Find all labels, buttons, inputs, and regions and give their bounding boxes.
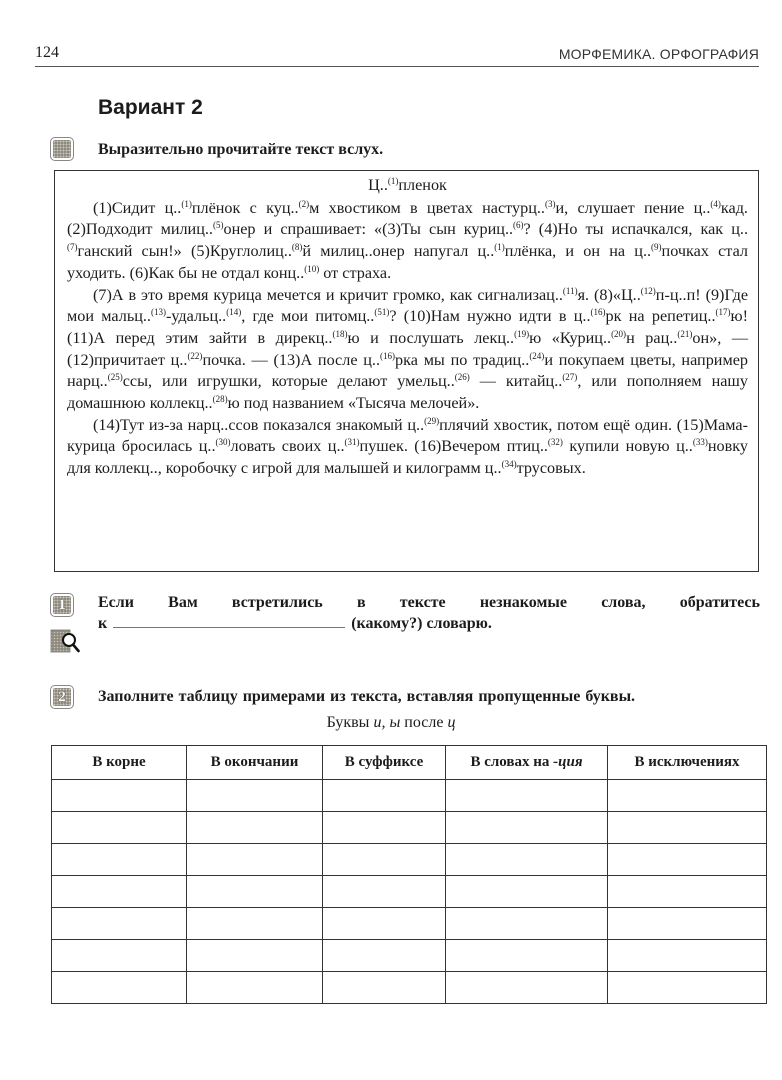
gap-number: (9) bbox=[651, 242, 662, 253]
answer-table bbox=[51, 745, 767, 1004]
column-header: В окончании bbox=[187, 746, 323, 780]
gap-number: (25) bbox=[107, 372, 123, 383]
answer-cell[interactable] bbox=[608, 972, 767, 1004]
gap-number: (14) bbox=[226, 307, 242, 318]
gap-number: (28) bbox=[212, 394, 228, 405]
answer-cell[interactable] bbox=[323, 972, 446, 1004]
answer-cell[interactable] bbox=[608, 908, 767, 940]
read-aloud-icon bbox=[50, 137, 74, 161]
column-header: В словах на -ция bbox=[446, 746, 608, 780]
table-row bbox=[52, 812, 767, 844]
answer-cell[interactable] bbox=[187, 844, 323, 876]
answer-cell[interactable] bbox=[52, 940, 187, 972]
answer-cell[interactable] bbox=[323, 908, 446, 940]
gap-number: (51) bbox=[374, 307, 390, 318]
answer-cell[interactable] bbox=[323, 780, 446, 812]
answer-cell[interactable] bbox=[187, 940, 323, 972]
gap-number: (18) bbox=[332, 328, 348, 339]
task-number-1-icon: 1 bbox=[50, 593, 74, 617]
gap-number: (4) bbox=[710, 198, 721, 209]
text-paragraph: (7)А в это время курица мечется и кричит громко, как сигнализац..$^{(11)}$я. (8)«Ц..$^{(12)}$п-ц..п! (9)Где мои мальц..$^{(13)}$-удальц..$^{(14)}$, где мои питомц..$^{(51)}$? (10)Нам нужно идти в ц..$^{(16)}$рк на репетиц..$^{(17)}$ю! (11)А перед этим зайти в дирекц..$^{(18)}$ю и послушать лекц..$^{(19)}$ю «Куриц..$^{(20)}$н рац..$^{(21)}$он», — (12)причитает ц..$^{(22)}$почка. — (13)А после ц..$^{(16)}$рка мы по традиц..$^{(24)}$и покупаем цветы, например нарц..$^{(25)}$ссы, или игрушки, которые делают умельц..$^{(26)}$ — китайц..$^{(27)}$, или пополняем нашу домашнюю коллекц..$^{(28)}$ю под названием «Тысяча мелочей». bbox=[67, 285, 749, 413]
gap-number: (2) bbox=[298, 198, 310, 209]
table-row bbox=[52, 876, 767, 908]
answer-cell[interactable] bbox=[323, 844, 446, 876]
text-paragraph: (14)Тут из-за нарц..ссов показался знакомый ц..$^{(29)}$плячий хвостик, потом ещё один. (15)Мама-курица бросилась ц..$^{(30)}$ловать своих ц..$^{(31)}$пушек. (16)Вечером птиц..$^{(32)}$ купили новую ц..$^{(33)}$новку для коллекц.., коробочку с игрой для малышей и килограмм ц..$^{(34)}$трусовых. bbox=[67, 415, 748, 478]
answer-cell[interactable] bbox=[52, 876, 187, 908]
gap-number: (26) bbox=[454, 372, 470, 383]
gap-number: (27) bbox=[562, 372, 578, 383]
gap-number: (1) bbox=[494, 242, 505, 253]
answer-cell[interactable] bbox=[446, 812, 608, 844]
dictionary-type-blank[interactable] bbox=[113, 613, 345, 628]
gap-number: (13) bbox=[150, 307, 166, 318]
answer-cell[interactable] bbox=[608, 876, 767, 908]
answer-cell[interactable] bbox=[323, 812, 446, 844]
answer-cell[interactable] bbox=[52, 844, 187, 876]
column-header: В корне bbox=[52, 746, 187, 780]
gap-number: (24) bbox=[529, 350, 545, 361]
gap-number: (16) bbox=[380, 350, 396, 361]
table-row bbox=[52, 844, 767, 876]
column-header: В исключениях bbox=[608, 746, 767, 780]
gap-number: (3) bbox=[544, 198, 556, 209]
task1-line2: к (какому?) словарю. bbox=[98, 615, 492, 632]
task-number-2-icon: 2 bbox=[50, 685, 74, 709]
answer-cell[interactable] bbox=[608, 780, 767, 812]
answer-cell[interactable] bbox=[446, 940, 608, 972]
answer-cell[interactable] bbox=[52, 812, 187, 844]
answer-cell[interactable] bbox=[446, 972, 608, 1004]
chapter-title: МОРФЕМИКА. ОРФОГРАФИЯ bbox=[558, 46, 759, 62]
text-paragraph: (1)Сидит ц..$^{(1)}$плёнок с куц..$^{(2)}$м хвостиком в цветах настурц..$^{(3)}$и, слушает пение ц..$^{(4)}$кад. (2)Подходит милиц..$^{(5)}$онер и спрашивает: «(3)Ты сын куриц..$^{(6)}$? (4)Но ты испачкался, как ц..$^{(7)}$ганский сын!» (5)Круглолиц..$^{(8)}$й милиц..онер напугал ц..$^{(1)}$плёнка, и он на ц..$^{(9)}$почках стал уходить. (6)Как бы не отдал конц..$^{(10)}$ от страха. bbox=[67, 198, 748, 282]
table-row bbox=[52, 972, 767, 1004]
answer-cell[interactable] bbox=[446, 876, 608, 908]
gap-number: (7) bbox=[67, 242, 78, 253]
gap-number: (1) bbox=[181, 198, 192, 209]
gap-number: (30) bbox=[215, 437, 231, 448]
gap-number: (11) bbox=[562, 285, 578, 296]
variant-title: Вариант 2 bbox=[98, 96, 203, 119]
gap-number: (33) bbox=[692, 437, 708, 448]
answer-cell[interactable] bbox=[323, 940, 446, 972]
text-title: Ц..$^{(1)}$пленок bbox=[368, 176, 447, 194]
read-instruction: Выразительно прочитайте текст вслух. bbox=[98, 141, 384, 158]
answer-cell[interactable] bbox=[608, 940, 767, 972]
gap-number: (17) bbox=[715, 307, 731, 318]
page-number: 124 bbox=[35, 44, 59, 61]
gap-number: (6) bbox=[513, 220, 524, 231]
gap-number: (10) bbox=[304, 263, 320, 274]
answer-cell[interactable] bbox=[187, 876, 323, 908]
gap-number: (20) bbox=[611, 328, 627, 339]
answer-cell[interactable] bbox=[187, 780, 323, 812]
column-header: В суффиксе bbox=[323, 746, 446, 780]
table-row bbox=[52, 908, 767, 940]
table-caption: Буквы и, ы после ц bbox=[326, 714, 456, 731]
gap-number: (22) bbox=[187, 350, 203, 361]
answer-cell[interactable] bbox=[608, 812, 767, 844]
task2-instruction: Заполните таблицу примерами из текста, вставляя пропущенные буквы. bbox=[98, 688, 636, 705]
answer-cell[interactable] bbox=[187, 812, 323, 844]
gap-number: (19) bbox=[514, 328, 530, 339]
answer-cell[interactable] bbox=[187, 972, 323, 1004]
gap-number: (34) bbox=[501, 459, 517, 470]
gap-number: (8) bbox=[291, 242, 303, 253]
reading-text-box bbox=[54, 170, 759, 572]
answer-cell[interactable] bbox=[52, 908, 187, 940]
gap-number: (12) bbox=[640, 285, 656, 296]
running-head bbox=[35, 44, 759, 67]
table-row bbox=[52, 780, 767, 812]
answer-cell[interactable] bbox=[52, 780, 187, 812]
answer-cell[interactable] bbox=[446, 908, 608, 940]
answer-cell[interactable] bbox=[187, 908, 323, 940]
table-body bbox=[52, 780, 767, 1004]
gap-number: (32) bbox=[547, 437, 563, 448]
dictionary-search-icon bbox=[50, 628, 80, 654]
gap-number: (29) bbox=[424, 415, 440, 426]
gap-number: (31) bbox=[344, 437, 360, 448]
gap-number: (16) bbox=[590, 307, 606, 318]
task1-line1: Если Вам встретились в тексте незнакомые слова, обратитесь bbox=[98, 594, 760, 611]
answer-cell[interactable] bbox=[446, 844, 608, 876]
answer-cell[interactable] bbox=[323, 876, 446, 908]
answer-cell[interactable] bbox=[52, 972, 187, 1004]
answer-cell[interactable] bbox=[608, 844, 767, 876]
gap-number: (5) bbox=[212, 220, 224, 231]
table-header-row bbox=[52, 746, 767, 780]
answer-cell[interactable] bbox=[446, 780, 608, 812]
gap-number: (21) bbox=[677, 328, 693, 339]
table-row bbox=[52, 940, 767, 972]
